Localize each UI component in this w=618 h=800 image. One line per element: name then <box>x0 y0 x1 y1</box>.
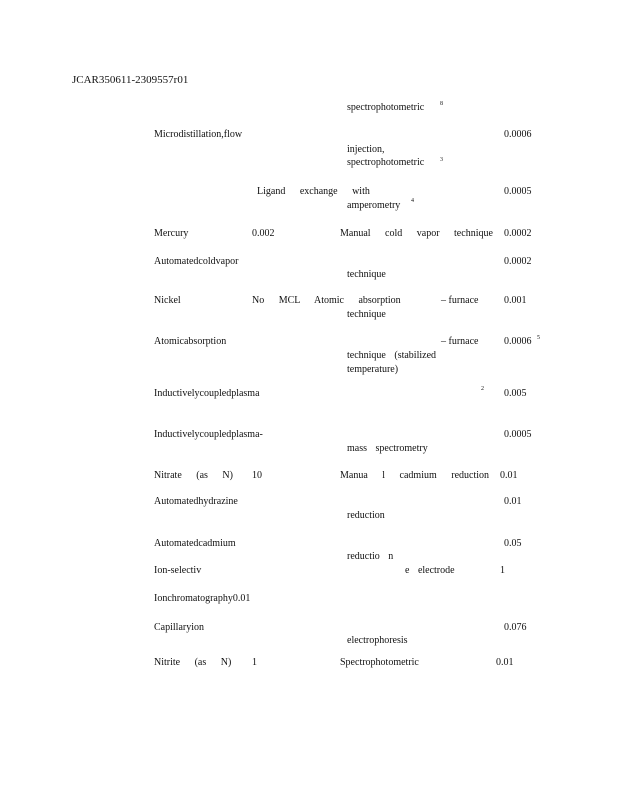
method-name: Manua l cadmium reduction <box>340 470 490 481</box>
method-name: Spectrophotometric <box>340 657 419 668</box>
mcl-value: 10 <box>252 470 262 481</box>
method-text: temperature) <box>347 364 399 375</box>
method-name: Microdistillation,flow <box>154 129 243 140</box>
method-name: Ionchromatography0.01 <box>154 593 251 604</box>
method-name: Automatedhydrazine <box>154 496 238 507</box>
method-name: Atomicabsorption <box>154 336 227 347</box>
contaminant-name: Nitrite (as N) <box>154 657 232 668</box>
method-text: spectrophotometric <box>347 102 425 113</box>
footnote-ref: 5 <box>537 335 540 341</box>
method-name: Manual cold vapor technique <box>340 228 493 239</box>
contaminant-name: Mercury <box>154 228 189 239</box>
mcl-value: 0.002 <box>252 228 275 239</box>
method-text: reductio n <box>347 551 394 562</box>
method-text: technique <box>347 269 386 280</box>
detection-limit: 0.0002 <box>504 256 532 267</box>
detection-limit: 0.01 <box>504 496 522 507</box>
detection-limit: 0.05 <box>504 538 522 549</box>
method-name: Inductivelycoupledplasma- <box>154 429 263 440</box>
method-name: Inductivelycoupledplasma <box>154 388 260 399</box>
detection-limit: 1 <box>500 565 505 576</box>
method-text: technique (stabilized <box>347 350 437 361</box>
mcl-value: 1 <box>252 657 257 668</box>
method-name: Automatedcadmium <box>154 538 236 549</box>
detection-limit: 0.076 <box>504 622 527 633</box>
method-name: Capillaryion <box>154 622 204 633</box>
method-name: Ligand exchange with <box>257 186 370 197</box>
footnote-ref: 3 <box>440 157 443 163</box>
detection-limit: 0.0006 <box>504 336 532 347</box>
method-text: injection, <box>347 144 385 155</box>
method-text: technique <box>347 309 386 320</box>
method-text: mass spectrometry <box>347 443 428 454</box>
method-text: – furnace <box>441 295 479 306</box>
footnote-ref: 4 <box>411 198 414 204</box>
method-text: spectrophotometric <box>347 157 425 168</box>
contaminant-name: Nitrate (as N) <box>154 470 233 481</box>
method-name: Automatedcoldvapor <box>154 256 239 267</box>
method-name: No MCL Atomic absorption <box>252 295 401 306</box>
method-text: – furnace <box>441 336 479 347</box>
contaminant-name: Nickel <box>154 295 181 306</box>
method-text: electrophoresis <box>347 635 408 646</box>
method-name: Ion-selectiv <box>154 565 202 576</box>
method-text: amperometry <box>347 200 401 211</box>
detection-limit: 0.005 <box>504 388 527 399</box>
method-text: e electrode <box>405 565 455 576</box>
method-text: reduction <box>347 510 385 521</box>
footnote-ref: 2 <box>481 386 484 392</box>
detection-limit: 0.0005 <box>504 429 532 440</box>
detection-limit: 0.01 <box>500 470 518 481</box>
document-id: JCAR350611-2309557r01 <box>72 74 189 86</box>
footnote-ref: 8 <box>440 101 443 107</box>
detection-limit: 0.0006 <box>504 129 532 140</box>
detection-limit: 0.0002 <box>504 228 532 239</box>
detection-limit: 0.001 <box>504 295 527 306</box>
detection-limit: 0.01 <box>496 657 514 668</box>
detection-limit: 0.0005 <box>504 186 532 197</box>
